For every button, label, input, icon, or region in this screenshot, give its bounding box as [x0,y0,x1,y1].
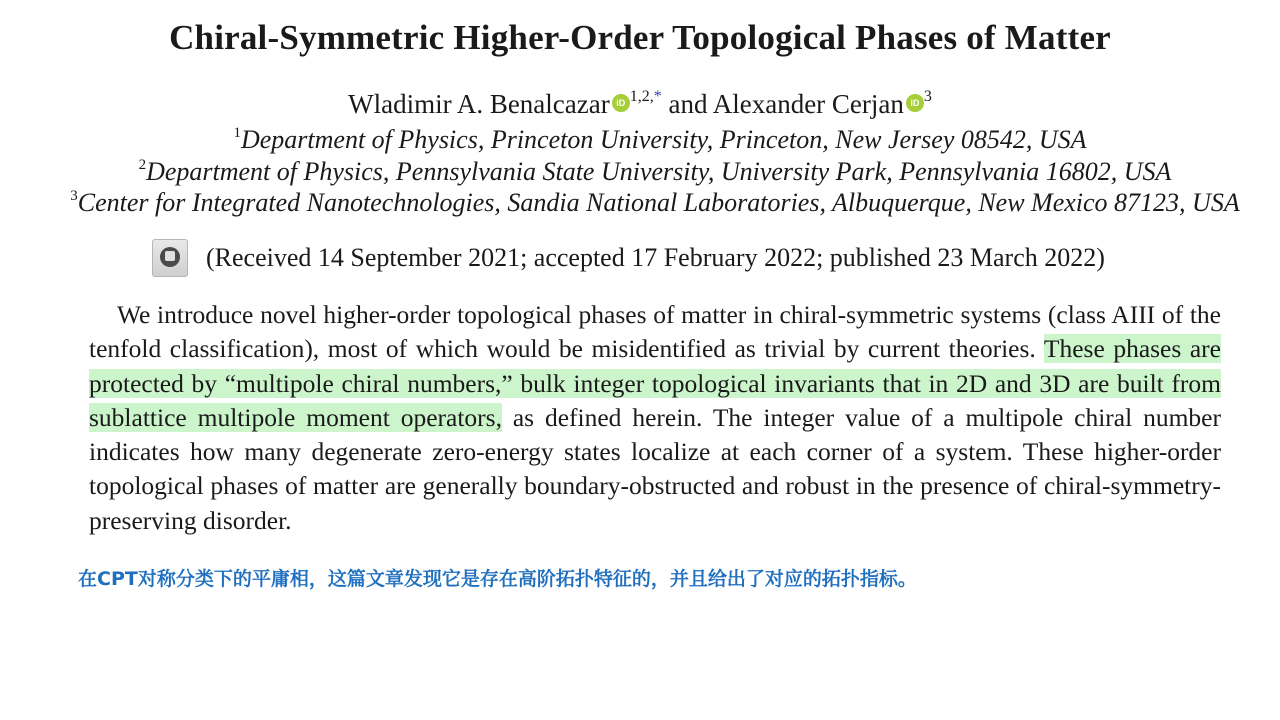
affiliation-numbers: 1,2, [629,88,654,105]
affiliation-text: Center for Integrated Nanotechnologies, Sandia National Laboratories, Albuquerque, New Mexico 87123, USA [77,188,1240,217]
corresponding-author-link[interactable]: * [653,88,662,105]
affiliation-marks [630,88,662,105]
affiliation-text: Department of Physics, Princeton University, Princeton, New Jersey 08542, USA [240,125,1087,154]
affiliation-text: Department of Physics, Pennsylvania State University, University Park, Pennsylvania 16802, USA [146,156,1172,186]
affiliation-number: 1 [233,125,241,141]
author-name: Wladimir A. Benalcazar [348,89,610,119]
affiliation-line [0,156,1280,188]
affiliation-number: 2 [138,156,147,173]
orcid-icon[interactable] [906,94,924,112]
affiliation-numbers: 3 [923,88,932,105]
abstract [89,298,1221,538]
highlighted-text: These phases are protected by “multipole chiral numbers,” bulk integer topological invariants that in 2D and 3D are built from sublattice multipole moment operators, [89,334,1221,432]
orcid-label: iD [910,98,920,108]
affiliations [0,124,1280,219]
abstract-text: as defined herein. The integer value of a multipole chiral number indicates how many degenerate zero-energy states localize at each corner of a system. These higher-order topological phases of matter are generally boundary-obstructed and robust in the presence of chiral-symmetry-preserving disorder. [89,402,1221,535]
crossmark-icon[interactable] [152,239,188,277]
affiliation-line [0,124,1280,156]
author-line [0,88,1280,120]
author-conjunction: and [661,89,713,119]
orcid-label: iD [616,98,626,108]
received-dates: (Received 14 September 2021; accepted 17 February 2022; published 23 March 2022) [206,243,1105,272]
orcid-icon[interactable] [612,94,630,112]
affiliation-line [0,187,1280,219]
author-name: Alexander Cerjan [712,89,904,119]
publication-history [152,238,1105,278]
paper-title: Chiral-Symmetric Higher-Order Topological Phases of Matter [169,18,1111,57]
abstract-text: We introduce novel higher-order topological phases of matter in chiral-symmetric systems (class AIII of the tenfold classification), most of which would be misidentified as trivial by current theories. [89,300,1221,364]
annotation-note: 在CPT对称分类下的平庸相，这篇文章发现它是存在高阶拓扑特征的，并且给出了对应的拓扑指标。 [78,568,917,590]
affiliation-number: 3 [70,188,78,204]
